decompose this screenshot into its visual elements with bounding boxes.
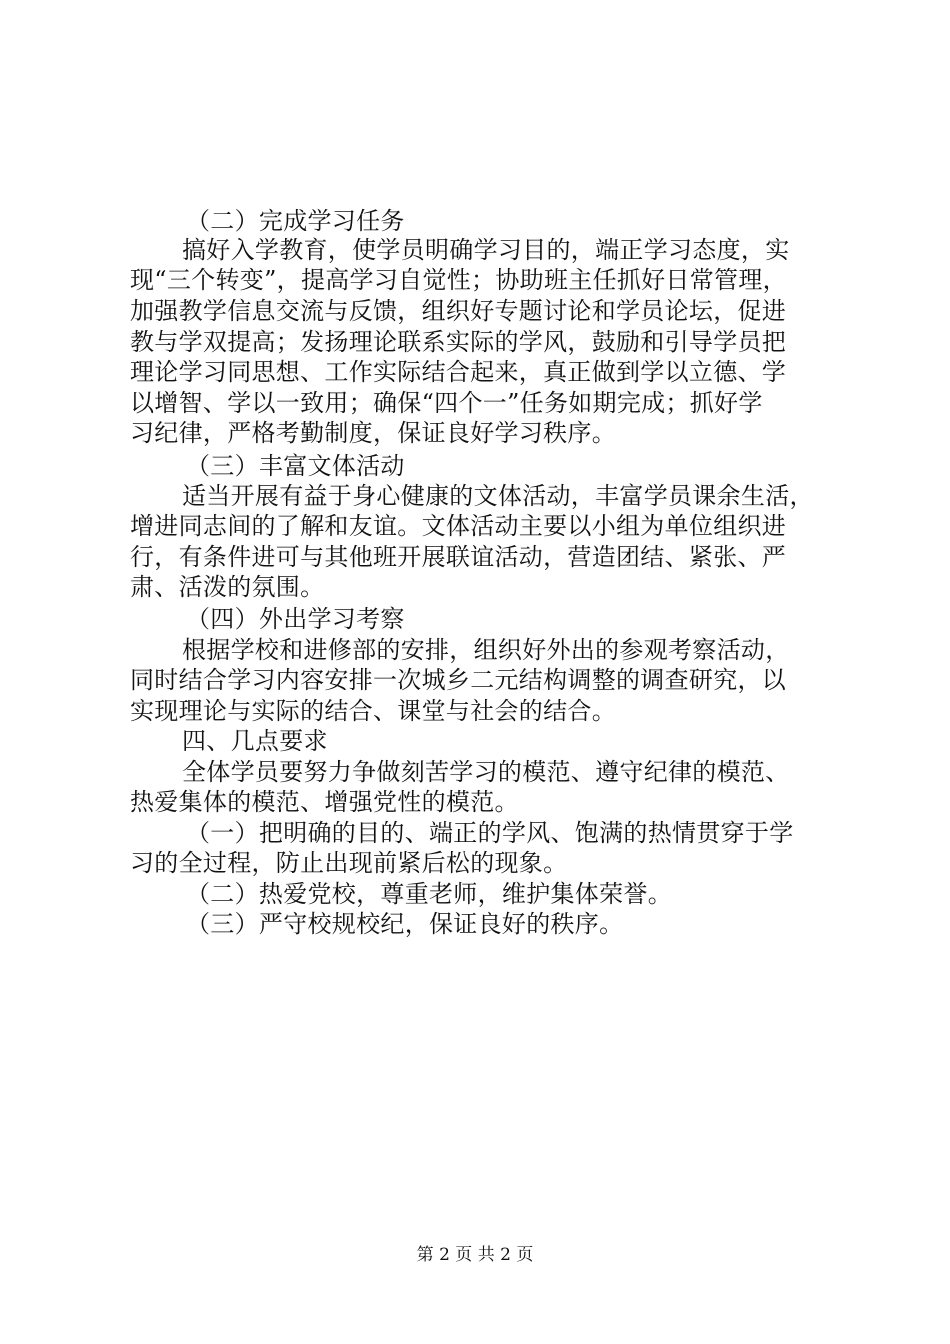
paragraph-line: 热爱集体的模范、增强党性的模范。: [130, 788, 519, 816]
paragraph-line: 同时结合学习内容安排一次城乡二元结构调整的调查研究，以: [130, 666, 787, 694]
section-heading-4: （四）外出学习考察: [186, 605, 405, 633]
paragraph-line: 理论学习同思想、工作实际结合起来，真正做到学以立德、学: [130, 358, 787, 386]
paragraph-line: 增进同志间的了解和友谊。文体活动主要以小组为单位组织进: [130, 512, 787, 540]
requirement-item-1: （一）把明确的目的、端正的学风、饱满的热情贯穿于学: [186, 819, 794, 847]
paragraph-line: 肃、活泼的氛围。: [130, 573, 325, 601]
requirement-item-2: （二）热爱党校，尊重老师，维护集体荣誉。: [186, 880, 672, 908]
paragraph-line: 适当开展有益于身心健康的文体活动，丰富学员课余生活，: [182, 482, 814, 510]
section-heading-2: （二）完成学习任务: [186, 207, 405, 235]
requirement-item-3: （三）严守校规校纪，保证良好的秩序。: [186, 910, 624, 938]
paragraph-line: 加强教学信息交流与反馈，组织好专题讨论和学员论坛，促进: [130, 297, 787, 325]
paragraph-line: 以增智、学以一致用；确保“四个一”任务如期完成；抓好学: [130, 389, 763, 417]
paragraph-line: 全体学员要努力争做刻苦学习的模范、遵守纪律的模范、: [182, 758, 790, 786]
paragraph-line: 实现理论与实际的结合、课堂与社会的结合。: [130, 697, 616, 725]
page-number-footer: 第 2 页 共 2 页: [416, 1245, 534, 1265]
paragraph-line: 习纪律，严格考勤制度，保证良好学习秩序。: [130, 419, 616, 447]
paragraph-line: 搞好入学教育，使学员明确学习目的，端正学习态度，实: [182, 236, 790, 264]
paragraph-line: 现“三个转变”，提高学习自觉性；协助班主任抓好日常管理，: [130, 266, 787, 294]
paragraph-line: 根据学校和进修部的安排，组织好外出的参观考察活动，: [182, 636, 790, 664]
section-heading-requirements: 四、几点要求: [182, 727, 328, 755]
section-heading-3: （三）丰富文体活动: [186, 452, 405, 480]
paragraph-line: 行，有条件进可与其他班开展联谊活动，营造团结、紧张、严: [130, 543, 787, 571]
paragraph-line: 教与学双提高；发扬理论联系实际的学风，鼓励和引导学员把: [130, 328, 787, 356]
paragraph-line: 习的全过程，防止出现前紧后松的现象。: [130, 849, 568, 877]
